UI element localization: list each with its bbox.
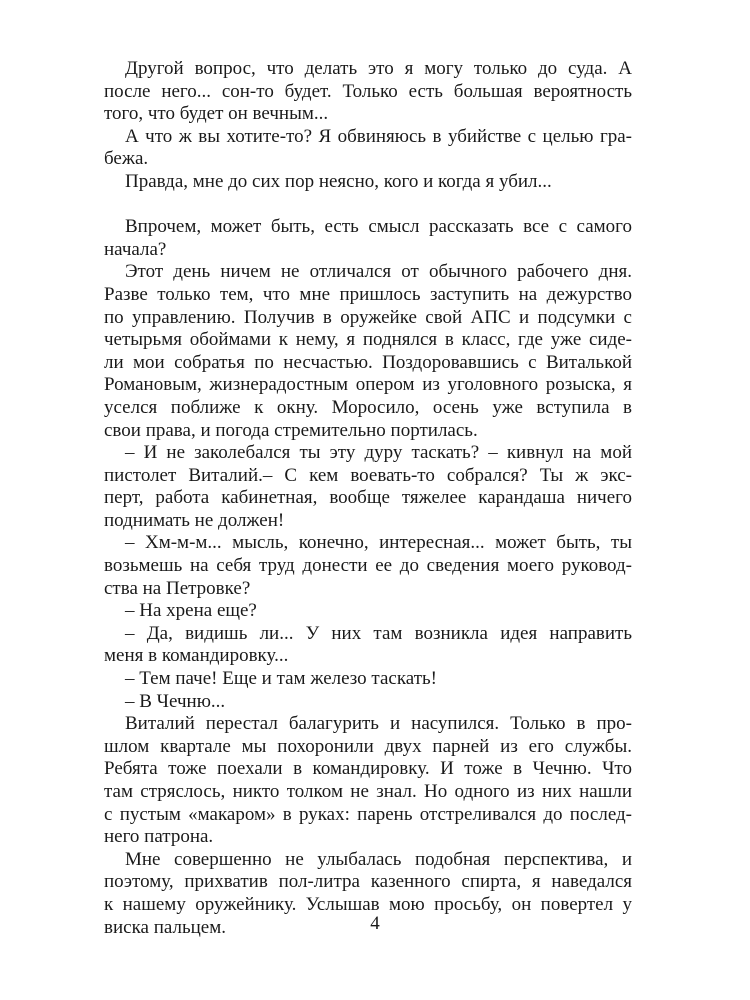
text-line: ли мои собратья по несчастью. Поздоровавшись с Виталькой (104, 351, 632, 373)
text-line: – Да, видишь ли... У них там возникла идея направить (125, 622, 632, 644)
text-line: шлом квартале мы похоронили двух парней из его службы. (104, 735, 632, 757)
text-line: поэтому, прихватив пол-литра казенного спирта, я наведался (104, 871, 632, 893)
text-line: ства на Петровке? (104, 577, 251, 599)
text-line: начала? (104, 238, 167, 260)
page-body (104, 58, 632, 939)
page-number: 4 (370, 913, 380, 934)
text-line: Мне совершенно не улыбалась подобная перспектива, и (125, 848, 632, 870)
text-line: – Хм-м-м... мысль, конечно, интересная... может быть, ты (125, 532, 632, 554)
text-line: после него... сон-то будет. Только есть большая вероятность (104, 80, 632, 102)
text-line: поднимать не должен! (104, 509, 285, 531)
text-line: уселся поближе к окну. Моросило, осень уже вступила в (104, 396, 632, 418)
text-line: – В Чечню... (125, 690, 226, 712)
text-line: виска пальцем. (104, 916, 226, 938)
text-line: свои права, и погода стремительно портилась. (104, 419, 478, 441)
paragraph-gap (104, 194, 632, 217)
text-line: Разве только тем, что мне пришлось заступить на дежурство (104, 283, 632, 305)
text-line: к нашему оружейнику. Услышав мою просьбу, он повертел у (104, 893, 632, 915)
text-line: Другой вопрос, что делать это я могу только до суда. А (125, 58, 632, 79)
text-line: меня в командировку... (104, 645, 289, 667)
text-line: четырьмя обоймами к нему, я поднялся в класс, где уже сиде- (104, 329, 632, 351)
text-line: Виталий перестал балагурить и насупился. Только в про- (125, 713, 632, 735)
text-line: Этот день ничем не отличался от обычного рабочего дня. (125, 261, 632, 283)
text-line: того, что будет он вечным... (104, 103, 329, 125)
text-line: пистолет Виталий.– С кем воевать-то собрался? Ты ж экс- (104, 464, 632, 486)
text-line: по управлению. Получив в оружейке свой АПС и подсумки с (104, 306, 632, 328)
text-line: с пустым «макаром» в руках: парень отстреливался до послед- (104, 803, 632, 825)
text-line: там стряслось, никто толком не знал. Но одного из них нашли (104, 781, 632, 802)
text-line: Романовым, жизнерадостным опером из уголовного розыска, я (104, 374, 632, 396)
text-line: Ребята тоже поехали в командировку. И тоже в Чечню. Что (104, 758, 632, 780)
text-line: бежа. (104, 148, 149, 170)
text-line: возьмешь на себя труд донести ее до сведения моего руковод- (104, 555, 632, 577)
text-line: – И не заколебался ты эту дуру таскать? – кивнул на мой (125, 442, 632, 464)
text-line: – На хрена еще? (125, 600, 257, 622)
text-line: него патрона. (104, 826, 214, 848)
text-line: Впрочем, может быть, есть смысл рассказать все с самого (125, 216, 632, 238)
text-line: Правда, мне до сих пор неясно, кого и когда я убил... (125, 170, 552, 192)
text-line: перт, работа кабинетная, вообще тяжелее карандаша ничего (104, 487, 632, 509)
text-line: – Тем паче! Еще и там железо таскать! (125, 668, 438, 690)
text-line: А что ж вы хотите-то? Я обвиняюсь в убийстве с целью гра- (125, 125, 632, 147)
